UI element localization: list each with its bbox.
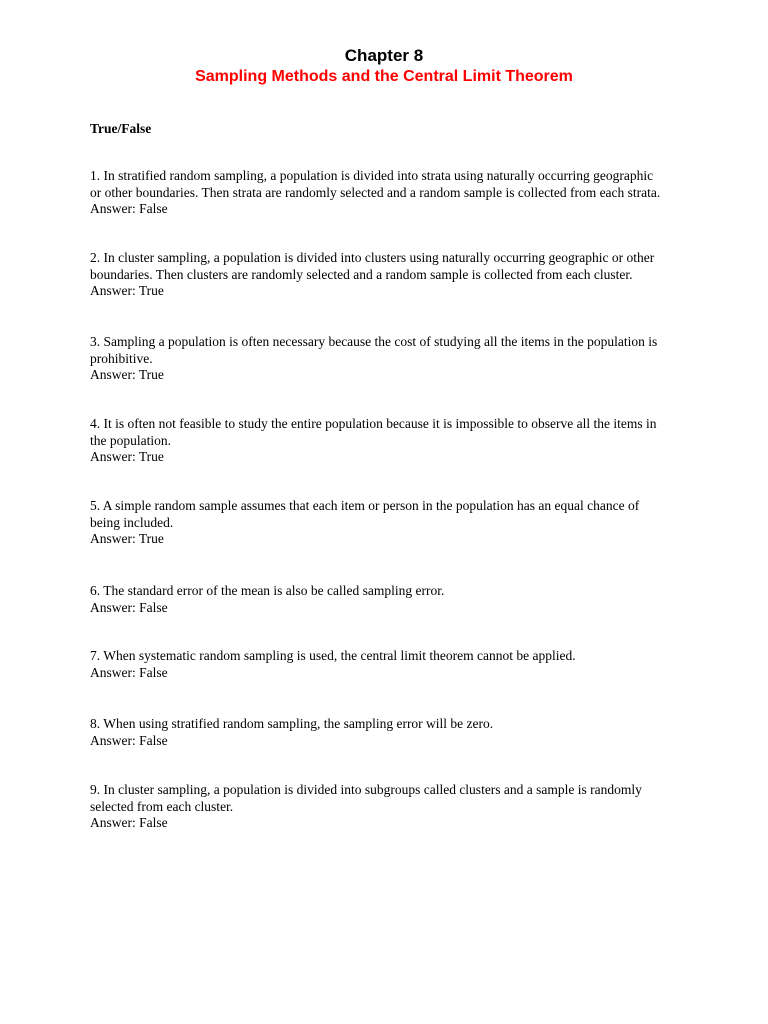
answer: Answer: True	[90, 367, 164, 382]
question-line: 9. In cluster sampling, a population is divided into subgroups called clusters and a sample is randomly	[90, 782, 642, 797]
question-2	[90, 250, 690, 300]
question-8	[90, 716, 690, 749]
answer: Answer: False	[90, 732, 168, 748]
question-4	[90, 416, 690, 466]
question-line: 8. When using stratified random sampling, the sampling error will be zero.	[90, 716, 494, 731]
answer: Answer: True	[90, 531, 164, 546]
question-line: 2. In cluster sampling, a population is divided into clusters using naturally occurring geographic or other	[90, 250, 655, 265]
question-line: 1. In stratified random sampling, a population is divided into strata using naturally occurring geographic	[90, 168, 654, 183]
question-line: prohibitive.	[90, 350, 153, 366]
answer: Answer: False	[90, 599, 168, 615]
question-7	[90, 648, 690, 681]
question-5	[90, 498, 690, 548]
question-line: 3. Sampling a population is often necessary because the cost of studying all the items in the population is	[90, 334, 658, 349]
question-line: boundaries. Then clusters are randomly selected and a random sample is collected from each cluster.	[90, 266, 633, 282]
question-3	[90, 334, 690, 384]
question-line: selected from each cluster.	[90, 798, 234, 814]
answer: Answer: False	[90, 664, 168, 680]
question-9	[90, 782, 690, 832]
chapter-subtitle: Sampling Methods and the Central Limit Theorem	[195, 68, 573, 85]
question-line: the population.	[90, 432, 171, 448]
answer: Answer: True	[90, 283, 164, 298]
question-line: 6. The standard error of the mean is also be called sampling error.	[90, 583, 445, 598]
section-heading: True/False	[90, 121, 152, 136]
answer: Answer: True	[90, 449, 164, 464]
question-line: being included.	[90, 514, 174, 530]
answer: Answer: False	[90, 815, 168, 830]
question-line: 7. When systematic random sampling is used, the central limit theorem cannot be applied.	[90, 648, 576, 663]
question-line: 4. It is often not feasible to study the entire population because it is impossible to observe all the items in	[90, 416, 657, 431]
question-line: 5. A simple random sample assumes that each item or person in the population has an equal chance of	[90, 498, 640, 513]
title-block	[0, 46, 768, 87]
question-1	[90, 168, 690, 218]
question-6	[90, 583, 690, 616]
chapter-title: Chapter 8	[344, 46, 424, 65]
question-line: or other boundaries. Then strata are randomly selected and a random sample is collected from each strata.	[90, 184, 661, 200]
answer: Answer: False	[90, 201, 168, 216]
